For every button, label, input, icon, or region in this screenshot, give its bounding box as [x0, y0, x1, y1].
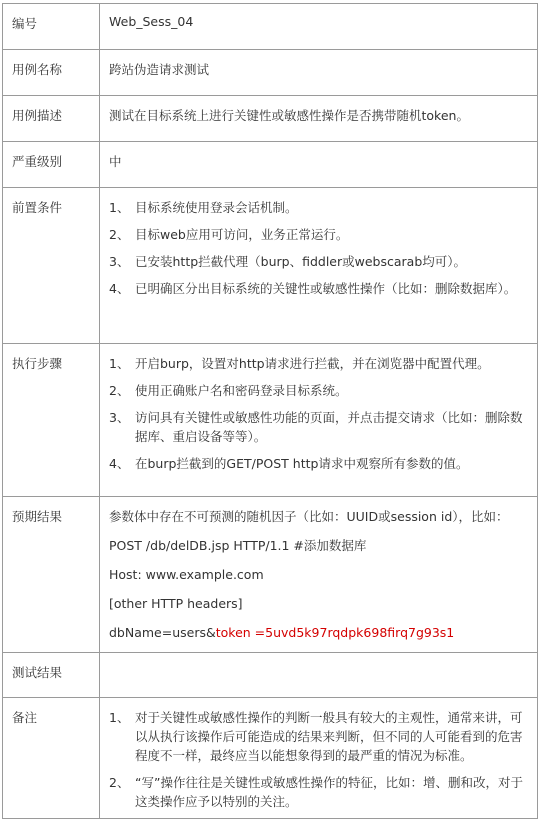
- item-text: “写”操作往往是关键性或敏感性操作的特征，比如：增、删和改，对于这类操作应予以特别的关注。: [135, 775, 523, 809]
- notes-list: [109, 708, 529, 811]
- item-text: 使用正确账户名和密码登录目标系统。: [135, 383, 348, 398]
- expected-intro: 参数体中存在不可预测的随机因子（比如：UUID或session id），比如：: [109, 509, 509, 524]
- list-item: [109, 773, 529, 811]
- item-text: 目标web应用可访问，业务正常运行。: [135, 227, 349, 242]
- row-preconditions: [3, 188, 538, 344]
- list-item: [109, 708, 529, 765]
- item-number: 4、: [109, 456, 130, 471]
- value-description: 测试在目标系统上进行关键性或敏感性操作是否携带随机token。: [100, 96, 538, 142]
- list-item: [109, 252, 529, 271]
- item-text: 开启burp，设置对http请求进行拦截，并在浏览器中配置代理。: [135, 356, 490, 371]
- body-prefix: dbName=users&: [109, 625, 216, 640]
- value-severity: 中: [100, 142, 538, 188]
- item-text: 访问具有关键性或敏感性功能的页面，并点击提交请求（比如：删除数据库、重启设备等等）。: [135, 410, 523, 444]
- row-case-name: [3, 50, 538, 96]
- item-number: 4、: [109, 281, 130, 296]
- item-text: 已安装http拦截代理（burp、fiddler或webscarab均可）。: [135, 254, 467, 269]
- value-test-result: [100, 653, 538, 698]
- item-number: 1、: [109, 710, 130, 725]
- label-description: 用例描述: [3, 96, 100, 142]
- list-item: [109, 198, 529, 217]
- value-case-name: 跨站伪造请求测试: [100, 50, 538, 96]
- preconditions-content: [100, 188, 538, 344]
- label-preconditions: 前置条件: [3, 188, 100, 344]
- item-number: 1、: [109, 356, 130, 371]
- item-text: 目标系统使用登录会话机制。: [135, 200, 298, 215]
- expected-request-line: POST /db/delDB.jsp HTTP/1.1 #添加数据库: [109, 538, 367, 553]
- item-number: 3、: [109, 410, 130, 425]
- item-text: 已明确区分出目标系统的关键性或敏感性操作（比如：删除数据库）。: [135, 281, 517, 296]
- label-steps: 执行步骤: [3, 344, 100, 497]
- label-test-result: 测试结果: [3, 653, 100, 698]
- steps-list: [109, 354, 529, 473]
- steps-content: [100, 344, 538, 497]
- list-item: [109, 454, 529, 473]
- label-notes: 备注: [3, 698, 100, 819]
- item-number: 3、: [109, 254, 130, 269]
- item-number: 2、: [109, 775, 130, 790]
- preconditions-list: [109, 198, 529, 298]
- row-description: [3, 96, 538, 142]
- label-id: 编号: [3, 4, 100, 50]
- expected-body: [109, 623, 529, 642]
- list-item: [109, 279, 529, 298]
- expected-content: [100, 497, 538, 653]
- label-case-name: 用例名称: [3, 50, 100, 96]
- expected-headers: [other HTTP headers]: [109, 596, 243, 611]
- list-item: [109, 225, 529, 244]
- row-steps: [3, 344, 538, 497]
- label-severity: 严重级别: [3, 142, 100, 188]
- label-expected: 预期结果: [3, 497, 100, 653]
- notes-content: [100, 698, 538, 819]
- row-test-result: [3, 653, 538, 698]
- list-item: [109, 354, 529, 373]
- item-number: 2、: [109, 383, 130, 398]
- item-number: 2、: [109, 227, 130, 242]
- expected-host: Host: www.example.com: [109, 567, 264, 582]
- value-id: Web_Sess_04: [100, 4, 538, 50]
- row-expected: [3, 497, 538, 653]
- item-text: 对于关键性或敏感性操作的判断一般具有较大的主观性，通常来讲，可以从执行该操作后可能造成的结果来判断，但不同的人可能看到的危害程度不一样，最终应当以能想象得到的最严重的情况为标准。: [135, 710, 523, 763]
- row-severity: [3, 142, 538, 188]
- list-item: [109, 408, 529, 446]
- body-token: token =5uvd5k97rqdpk698firq7g93s1: [215, 625, 455, 640]
- test-case-table: [2, 3, 538, 819]
- item-text: 在burp拦截到的GET/POST http请求中观察所有参数的值。: [135, 456, 469, 471]
- row-id: [3, 4, 538, 50]
- list-item: [109, 381, 529, 400]
- row-notes: [3, 698, 538, 819]
- item-number: 1、: [109, 200, 130, 215]
